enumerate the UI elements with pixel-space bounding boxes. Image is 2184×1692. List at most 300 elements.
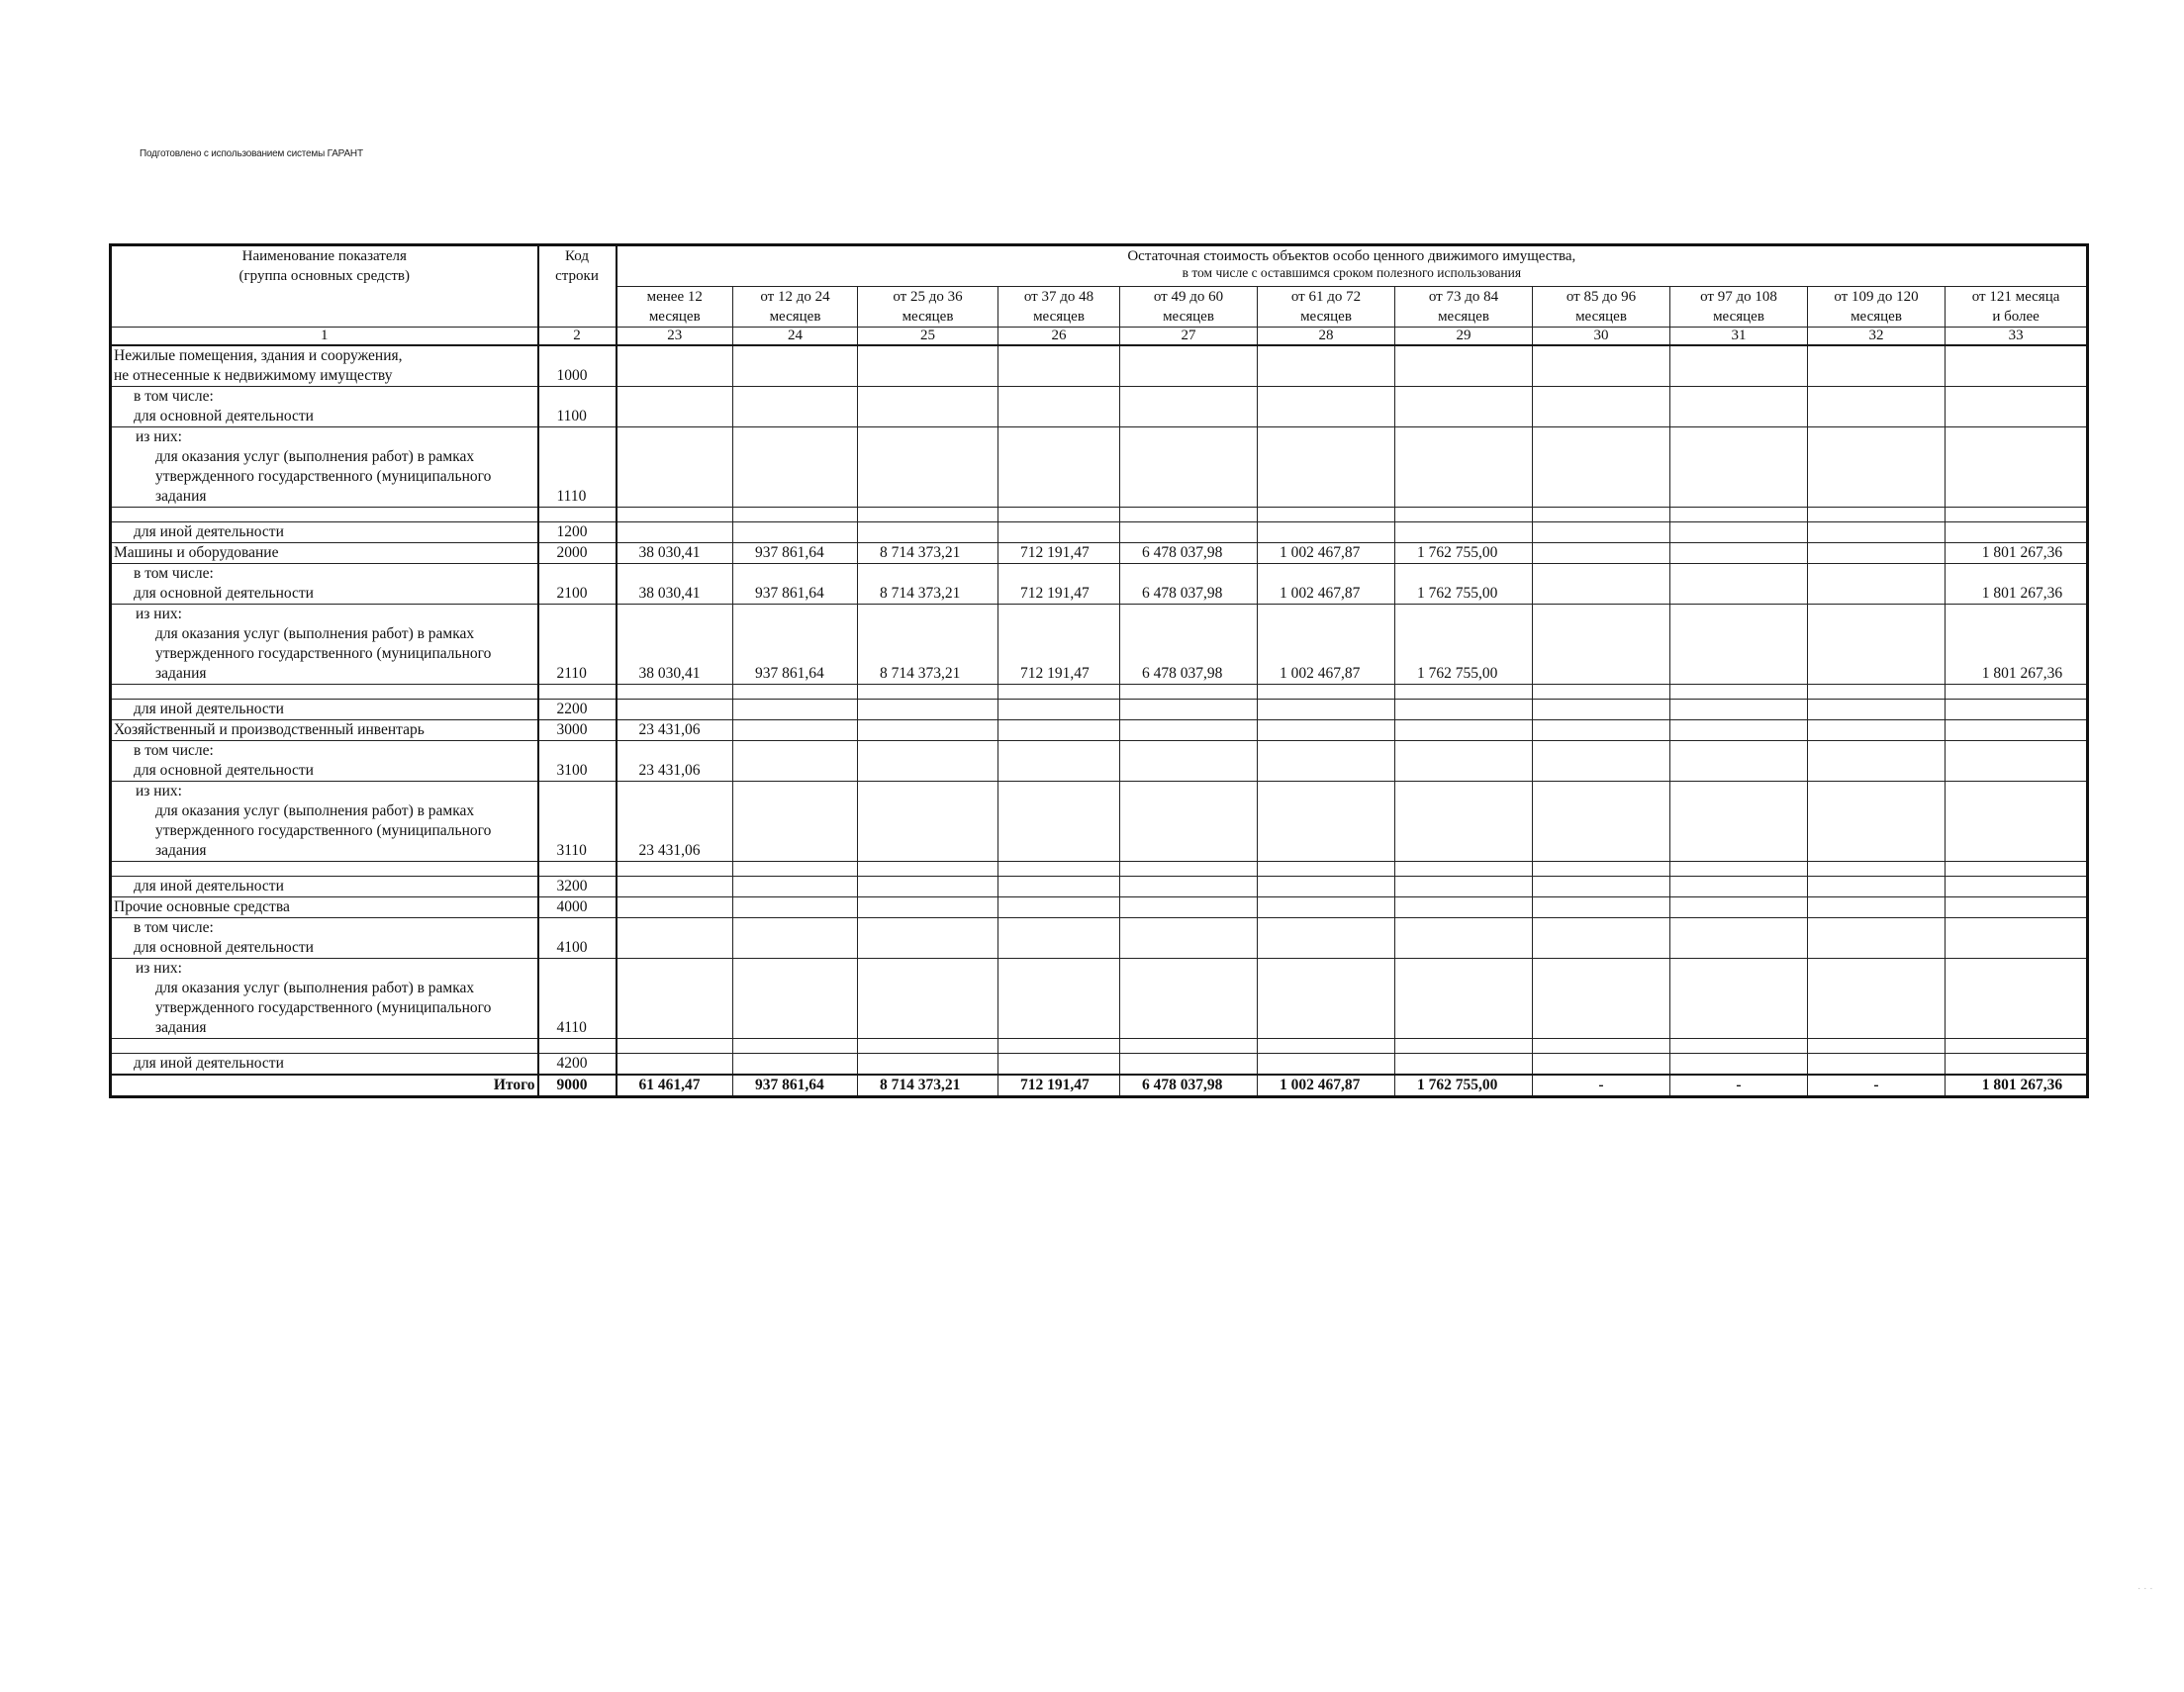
period-header-line: месяцев — [1713, 309, 1764, 325]
value-cell — [1120, 345, 1258, 387]
value-cell: 1 801 267,36 — [1946, 605, 2088, 685]
period-header — [858, 287, 998, 328]
row-name-line: для иной деятельности — [134, 878, 284, 894]
period-header-line: от 109 до 120 — [1834, 289, 1919, 305]
row-name-line: для оказания услуг (выполнения работ) в рамках — [155, 448, 475, 465]
period-header-line: месяцев — [1851, 309, 1902, 325]
value-cell — [1946, 918, 2088, 959]
row-name-line: для основной деятельности — [134, 585, 314, 602]
value-cell — [1120, 959, 1258, 1039]
value-cell — [617, 387, 733, 427]
row-code-cell: 4200 — [538, 1054, 617, 1076]
spacer-cell — [1670, 862, 1808, 877]
value-cell — [998, 720, 1120, 741]
asset-table-container — [109, 243, 2081, 1098]
value-cell — [998, 522, 1120, 543]
table-row — [111, 700, 2088, 720]
value-cell: 1 002 467,87 — [1258, 564, 1395, 605]
spacer-cell — [858, 1039, 998, 1054]
spacer-cell — [1258, 685, 1395, 700]
value-cell — [1946, 782, 2088, 862]
name-header-line-1: Наименование показателя — [241, 248, 407, 264]
total-value-cell: 6 478 037,98 — [1120, 1075, 1258, 1097]
spacer-cell — [1808, 508, 1946, 522]
period-header-line: месяцев — [1033, 309, 1085, 325]
value-cell — [1670, 700, 1808, 720]
value-cell — [617, 700, 733, 720]
value-cell — [617, 959, 733, 1039]
spacer-row — [111, 685, 2088, 700]
row-name-line: в том числе: — [134, 565, 214, 582]
spacer-cell — [998, 508, 1120, 522]
row-code-cell: 1200 — [538, 522, 617, 543]
table-row — [111, 959, 2088, 1039]
value-cell — [1533, 1054, 1670, 1076]
row-name-cell — [111, 782, 538, 862]
row-code-cell: 3100 — [538, 741, 617, 782]
spacer-cell — [538, 1039, 617, 1054]
value-cell — [617, 427, 733, 508]
value-cell — [858, 1054, 998, 1076]
value-cell — [733, 345, 858, 387]
row-name-cell — [111, 741, 538, 782]
value-cell — [733, 959, 858, 1039]
period-header — [617, 287, 733, 328]
spacer-cell — [733, 1039, 858, 1054]
spacer-cell — [1946, 862, 2088, 877]
column-number: 26 — [998, 328, 1120, 346]
value-cell — [1946, 387, 2088, 427]
value-cell — [1395, 522, 1533, 543]
name-header-line-2: (группа основных средств) — [238, 268, 410, 284]
total-value-cell: - — [1533, 1075, 1670, 1097]
value-cell — [858, 897, 998, 918]
value-cell — [1808, 345, 1946, 387]
value-cell — [1395, 741, 1533, 782]
value-cell — [1670, 605, 1808, 685]
value-cell — [1670, 877, 1808, 897]
value-cell: 23 431,06 — [617, 741, 733, 782]
row-code-cell: 2110 — [538, 605, 617, 685]
spacer-cell — [1395, 685, 1533, 700]
value-cell — [1808, 387, 1946, 427]
table-row — [111, 1054, 2088, 1076]
spacer-row — [111, 508, 2088, 522]
residual-value-group-header — [617, 245, 2088, 287]
value-cell: 8 714 373,21 — [858, 564, 998, 605]
value-cell — [1946, 877, 2088, 897]
value-cell — [1395, 700, 1533, 720]
value-cell — [733, 918, 858, 959]
value-cell — [1946, 427, 2088, 508]
row-code-cell: 1110 — [538, 427, 617, 508]
row-name-line: для основной деятельности — [134, 939, 314, 956]
table-row — [111, 605, 2088, 685]
value-cell — [1533, 700, 1670, 720]
spacer-cell — [617, 685, 733, 700]
value-cell — [617, 918, 733, 959]
value-cell — [1670, 741, 1808, 782]
column-number: 25 — [858, 328, 998, 346]
asset-residual-value-table — [109, 243, 2089, 1098]
value-cell: 712 191,47 — [998, 564, 1120, 605]
value-cell — [858, 427, 998, 508]
value-cell — [858, 522, 998, 543]
table-row — [111, 427, 2088, 508]
value-cell — [1670, 564, 1808, 605]
spacer-cell — [858, 685, 998, 700]
value-cell — [1670, 345, 1808, 387]
value-cell: 712 191,47 — [998, 543, 1120, 564]
column-number: 33 — [1946, 328, 2088, 346]
value-cell — [1258, 345, 1395, 387]
spacer-cell — [617, 862, 733, 877]
period-header-line: месяцев — [769, 309, 821, 325]
value-cell — [1258, 387, 1395, 427]
total-value-cell: 1 801 267,36 — [1946, 1075, 2088, 1097]
spacer-cell — [1808, 1039, 1946, 1054]
row-name-cell — [111, 522, 538, 543]
spacer-cell — [538, 508, 617, 522]
row-name-line: Хозяйственный и производственный инвентарь — [114, 721, 425, 738]
total-value-cell: - — [1808, 1075, 1946, 1097]
value-cell — [1395, 918, 1533, 959]
column-number: 27 — [1120, 328, 1258, 346]
row-name-line: из них: — [136, 960, 182, 977]
row-name-line: для оказания услуг (выполнения работ) в рамках — [155, 802, 475, 819]
row-name-cell — [111, 543, 538, 564]
row-code-cell: 2100 — [538, 564, 617, 605]
value-cell — [733, 1054, 858, 1076]
value-cell — [1533, 564, 1670, 605]
row-code-cell: 4100 — [538, 918, 617, 959]
value-cell — [1258, 427, 1395, 508]
spacer-cell — [538, 862, 617, 877]
value-cell: 712 191,47 — [998, 605, 1120, 685]
spacer-cell — [1946, 508, 2088, 522]
value-cell — [617, 877, 733, 897]
spacer-cell — [617, 508, 733, 522]
row-name-line: Прочие основные средства — [114, 898, 290, 915]
value-cell: 6 478 037,98 — [1120, 543, 1258, 564]
row-name-cell — [111, 564, 538, 605]
value-cell — [1808, 877, 1946, 897]
row-name-line: для основной деятельности — [134, 408, 314, 424]
value-cell — [998, 1054, 1120, 1076]
period-header — [1808, 287, 1946, 328]
period-header-line: менее 12 — [646, 289, 703, 305]
value-cell — [1533, 959, 1670, 1039]
group-header-line-2: в том числе с оставшимся сроком полезного использования — [1182, 265, 1522, 280]
row-name-cell — [111, 877, 538, 897]
value-cell — [1946, 1054, 2088, 1076]
row-code-cell: 1000 — [538, 345, 617, 387]
spacer-cell — [1533, 685, 1670, 700]
value-cell — [1533, 720, 1670, 741]
value-cell — [1670, 720, 1808, 741]
column-number: 32 — [1808, 328, 1946, 346]
period-header-line: от 73 до 84 — [1428, 289, 1499, 305]
spacer-cell — [111, 1039, 538, 1054]
spacer-cell — [1395, 508, 1533, 522]
value-cell: 1 762 755,00 — [1395, 605, 1533, 685]
column-number: 28 — [1258, 328, 1395, 346]
period-header-line: от 12 до 24 — [760, 289, 830, 305]
table-row — [111, 387, 2088, 427]
spacer-cell — [1946, 685, 2088, 700]
value-cell: 23 431,06 — [617, 720, 733, 741]
value-cell — [858, 877, 998, 897]
value-cell: 937 861,64 — [733, 564, 858, 605]
row-name-cell — [111, 959, 538, 1039]
spacer-cell — [1808, 685, 1946, 700]
value-cell — [733, 720, 858, 741]
group-header-line-1: Остаточная стоимость объектов особо ценного движимого имущества, — [1127, 248, 1576, 264]
row-name-cell — [111, 387, 538, 427]
value-cell — [1258, 918, 1395, 959]
value-cell: 38 030,41 — [617, 543, 733, 564]
name-column-header — [111, 245, 538, 328]
value-cell — [1670, 427, 1808, 508]
value-cell — [1120, 1054, 1258, 1076]
value-cell — [858, 720, 998, 741]
value-cell — [1533, 877, 1670, 897]
table-row — [111, 782, 2088, 862]
column-number: 23 — [617, 328, 733, 346]
table-body — [111, 345, 2088, 1097]
value-cell — [1808, 918, 1946, 959]
value-cell — [1395, 877, 1533, 897]
row-name-cell — [111, 897, 538, 918]
value-cell — [1670, 959, 1808, 1039]
total-value-cell: 1 762 755,00 — [1395, 1075, 1533, 1097]
row-name-line: Машины и оборудование — [114, 544, 279, 561]
row-name-line: для основной деятельности — [134, 762, 314, 779]
spacer-cell — [111, 685, 538, 700]
value-cell — [1533, 522, 1670, 543]
value-cell — [733, 877, 858, 897]
row-name-cell — [111, 605, 538, 685]
value-cell — [1533, 427, 1670, 508]
value-cell — [1946, 897, 2088, 918]
value-cell — [1533, 897, 1670, 918]
period-header-line: от 49 до 60 — [1153, 289, 1224, 305]
spacer-cell — [1258, 862, 1395, 877]
value-cell — [998, 387, 1120, 427]
spacer-cell — [1120, 508, 1258, 522]
value-cell — [1808, 897, 1946, 918]
column-number: 31 — [1670, 328, 1808, 346]
value-cell — [858, 345, 998, 387]
period-header-line: от 85 до 96 — [1566, 289, 1637, 305]
header-note: Подготовлено с использованием системы ГАРАНТ — [140, 148, 363, 159]
value-cell — [998, 345, 1120, 387]
value-cell — [1395, 345, 1533, 387]
period-header — [998, 287, 1120, 328]
period-header — [1533, 287, 1670, 328]
value-cell — [1258, 741, 1395, 782]
value-cell — [998, 700, 1120, 720]
value-cell — [1946, 522, 2088, 543]
total-code: 9000 — [538, 1075, 617, 1097]
total-value-cell: 712 191,47 — [998, 1075, 1120, 1097]
row-name-line: утвержденного государственного (муниципального — [155, 999, 492, 1016]
value-cell — [1258, 1054, 1395, 1076]
value-cell — [1533, 741, 1670, 782]
total-label: Итого — [111, 1075, 538, 1097]
spacer-cell — [1395, 1039, 1533, 1054]
value-cell — [1946, 959, 2088, 1039]
spacer-cell — [1258, 508, 1395, 522]
value-cell — [1670, 522, 1808, 543]
value-cell: 1 762 755,00 — [1395, 543, 1533, 564]
row-code-cell: 4000 — [538, 897, 617, 918]
value-cell: 1 002 467,87 — [1258, 605, 1395, 685]
value-cell — [1395, 387, 1533, 427]
row-name-cell — [111, 700, 538, 720]
spacer-cell — [1120, 1039, 1258, 1054]
value-cell: 38 030,41 — [617, 564, 733, 605]
spacer-cell — [858, 508, 998, 522]
value-cell — [1808, 564, 1946, 605]
value-cell — [858, 387, 998, 427]
table-row — [111, 877, 2088, 897]
code-header-line-2: строки — [555, 268, 599, 284]
value-cell — [1808, 427, 1946, 508]
spacer-cell — [1120, 685, 1258, 700]
spacer-cell — [733, 508, 858, 522]
value-cell — [1258, 782, 1395, 862]
value-cell — [858, 700, 998, 720]
row-name-line: в том числе: — [134, 388, 214, 405]
table-row — [111, 522, 2088, 543]
row-code-cell: 3110 — [538, 782, 617, 862]
row-name-line: задания — [155, 842, 207, 859]
row-code-cell: 1100 — [538, 387, 617, 427]
value-cell — [998, 897, 1120, 918]
period-header-line: месяцев — [1300, 309, 1352, 325]
value-cell — [1120, 897, 1258, 918]
row-name-cell — [111, 720, 538, 741]
value-cell — [1120, 720, 1258, 741]
row-name-line: для иной деятельности — [134, 1055, 284, 1072]
spacer-row — [111, 862, 2088, 877]
spacer-cell — [1395, 862, 1533, 877]
value-cell — [1946, 345, 2088, 387]
value-cell — [617, 897, 733, 918]
value-cell — [733, 522, 858, 543]
value-cell — [1120, 782, 1258, 862]
spacer-cell — [1258, 1039, 1395, 1054]
value-cell — [858, 918, 998, 959]
row-code-cell: 2200 — [538, 700, 617, 720]
corner-mark: · · · — [2137, 1583, 2153, 1594]
value-cell — [1808, 605, 1946, 685]
total-value-cell: 8 714 373,21 — [858, 1075, 998, 1097]
row-name-cell — [111, 1054, 538, 1076]
spacer-cell — [998, 1039, 1120, 1054]
value-cell — [858, 959, 998, 1039]
spacer-cell — [538, 685, 617, 700]
row-name-line: для иной деятельности — [134, 701, 284, 717]
spacer-cell — [1670, 1039, 1808, 1054]
value-cell — [998, 741, 1120, 782]
value-cell — [1120, 387, 1258, 427]
value-cell — [1533, 782, 1670, 862]
period-header-line: месяцев — [648, 309, 701, 325]
table-row — [111, 741, 2088, 782]
column-numbers-row — [111, 328, 2088, 346]
table-row — [111, 897, 2088, 918]
value-cell — [1395, 959, 1533, 1039]
value-cell: 38 030,41 — [617, 605, 733, 685]
value-cell — [1395, 427, 1533, 508]
row-name-line: утвержденного государственного (муниципального — [155, 822, 492, 839]
total-row — [111, 1075, 2088, 1097]
period-header — [1946, 287, 2088, 328]
spacer-cell — [858, 862, 998, 877]
value-cell — [617, 522, 733, 543]
row-name-line: утвержденного государственного (муниципального — [155, 645, 492, 662]
period-header-line: от 97 до 108 — [1700, 289, 1777, 305]
value-cell — [1946, 700, 2088, 720]
row-name-line: в том числе: — [134, 742, 214, 759]
value-cell — [1808, 700, 1946, 720]
value-cell — [733, 782, 858, 862]
period-header-line: от 37 до 48 — [1023, 289, 1094, 305]
value-cell — [1533, 918, 1670, 959]
spacer-cell — [111, 862, 538, 877]
column-number: 2 — [538, 328, 617, 346]
row-name-line: для оказания услуг (выполнения работ) в рамках — [155, 980, 475, 996]
period-header-line: месяцев — [1163, 309, 1214, 325]
value-cell — [617, 345, 733, 387]
period-header-line: месяцев — [902, 309, 954, 325]
spacer-cell — [998, 862, 1120, 877]
value-cell — [1808, 1054, 1946, 1076]
column-number: 29 — [1395, 328, 1533, 346]
value-cell: 6 478 037,98 — [1120, 605, 1258, 685]
value-cell — [1670, 918, 1808, 959]
period-header-line: от 61 до 72 — [1290, 289, 1362, 305]
value-cell: 8 714 373,21 — [858, 543, 998, 564]
row-code-cell: 4110 — [538, 959, 617, 1039]
table-row — [111, 720, 2088, 741]
value-cell — [1808, 959, 1946, 1039]
spacer-cell — [733, 862, 858, 877]
period-header-line: от 121 месяца — [1971, 289, 2060, 305]
value-cell: 1 801 267,36 — [1946, 564, 2088, 605]
value-cell — [1670, 782, 1808, 862]
row-name-line: из них: — [136, 606, 182, 622]
value-cell — [1120, 522, 1258, 543]
total-value-cell: 937 861,64 — [733, 1075, 858, 1097]
value-cell — [1808, 543, 1946, 564]
row-name-cell — [111, 345, 538, 387]
row-name-line: не отнесенные к недвижимому имуществу — [114, 367, 393, 384]
column-number: 30 — [1533, 328, 1670, 346]
value-cell — [1395, 782, 1533, 862]
value-cell — [1258, 897, 1395, 918]
row-code-cell: 3200 — [538, 877, 617, 897]
value-cell: 1 762 755,00 — [1395, 564, 1533, 605]
value-cell — [998, 877, 1120, 897]
spacer-cell — [1533, 1039, 1670, 1054]
value-cell — [1533, 543, 1670, 564]
spacer-cell — [111, 508, 538, 522]
value-cell — [1533, 345, 1670, 387]
table-row — [111, 345, 2088, 387]
